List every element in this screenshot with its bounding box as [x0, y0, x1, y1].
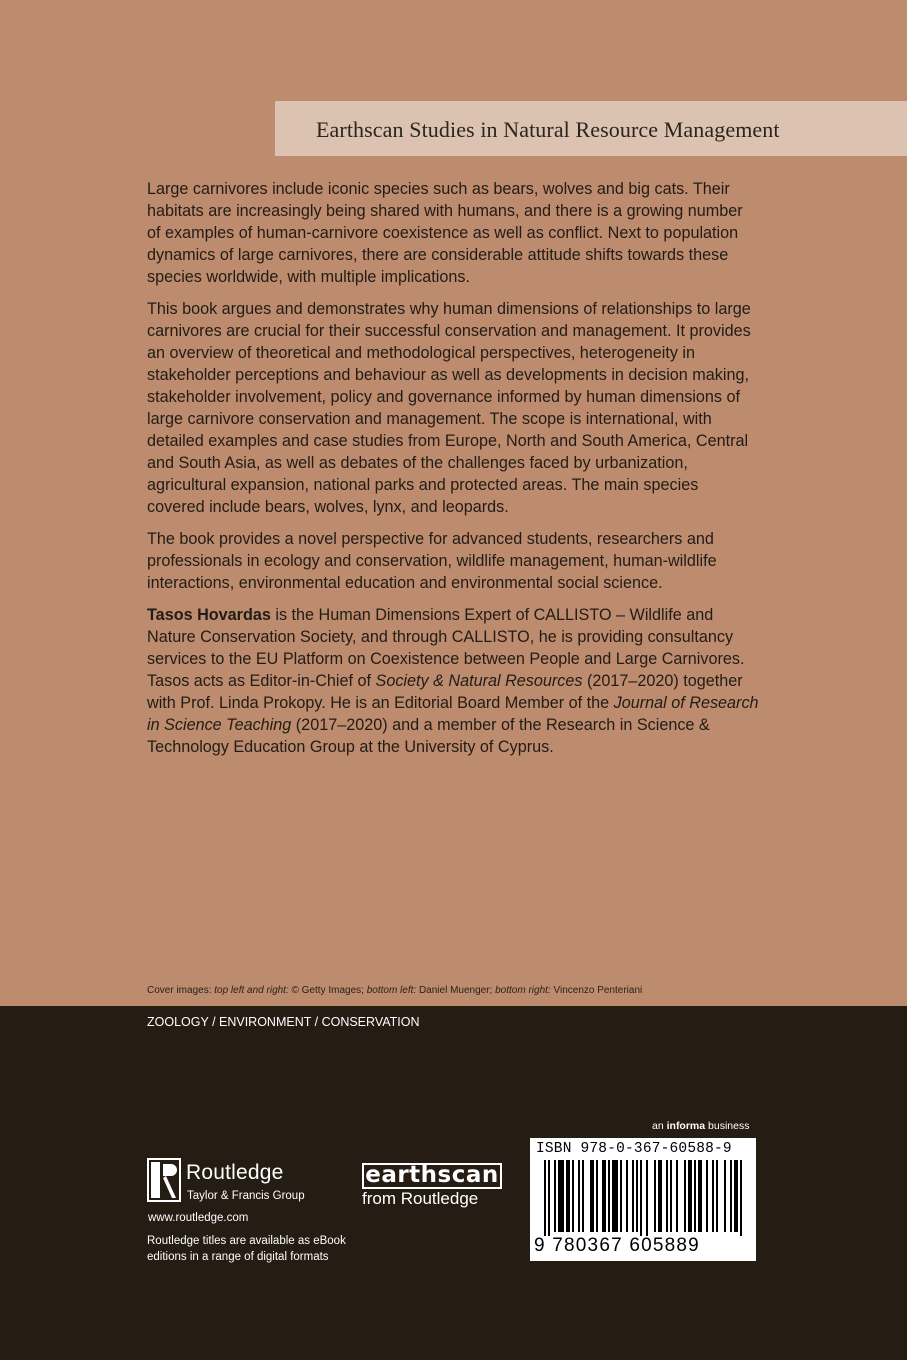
series-title: Earthscan Studies in Natural Resource Management — [316, 117, 780, 142]
routledge-logo-icon — [147, 1158, 181, 1202]
series-band — [275, 101, 907, 156]
publisher-group: Taylor & Francis Group — [187, 1190, 305, 1202]
credits-br-value: Vincenzo Penteriani — [550, 985, 643, 996]
publisher-url[interactable]: www.routledge.com — [148, 1212, 249, 1224]
barcode-bar — [706, 1160, 708, 1232]
barcode-bar — [712, 1160, 714, 1232]
blurb-paragraph-1: Large carnivores include iconic species such as bears, wolves and big cats. Their habitats are increasingly being shared with humans, and there is a growing number of examples of human-carnivore coexistence as well as conflict. Next to population dynamics of large carnivores, there are considerable attitude shifts towards these species worldwide, with multiple implications. — [147, 180, 743, 286]
blurb-paragraph-2: This book argues and demonstrates why human dimensions of relationships to large carnivores are crucial for their successful conservation and management. It provides an overview of theoretical and methodological perspectives, heterogeneity in stakeholder perceptions and behaviour as well as developments in decision making, stakeholder involvement, policy and governance informed by human dimensions of large carnivore conservation and management. The scope is international, with detailed examples and case studies from Europe, North and South America, Central and South Asia, as well as debates of the challenges faced by urbanization, agricultural expansion, national parks and protected areas. The main species covered include bears, wolves, lynx, and leopards. — [147, 300, 751, 516]
earthscan-from: from Routledge — [362, 1189, 479, 1208]
blurb-paragraph-3: The book provides a novel perspective for advanced students, researchers and professionals in ecology and conservation, wildlife management, human-wildlife interactions, environmental education and environmental social science. — [147, 530, 717, 592]
credits-label: Cover images: — [147, 985, 215, 996]
isbn-number: ISBN 978-0-367-60588-9 — [536, 1141, 732, 1157]
barcode-bar — [548, 1160, 550, 1236]
barcode-bar — [640, 1160, 642, 1236]
barcode-bar — [646, 1160, 648, 1236]
author-bio — [147, 604, 759, 758]
journal-title-2: Journal of Research in Science Teaching — [147, 694, 759, 734]
author-name: Tasos Hovardas — [147, 606, 271, 624]
informa-brand: informa — [666, 1120, 706, 1132]
barcode-bar — [554, 1160, 556, 1232]
isbn-barcode — [530, 1138, 756, 1261]
earthscan-logo: earthscan — [362, 1163, 502, 1189]
credits-br-label: bottom right: — [495, 985, 551, 996]
barcode-bar — [670, 1160, 672, 1232]
blurb — [147, 178, 759, 768]
barcode-bar — [676, 1160, 678, 1232]
barcode-bar — [608, 1160, 610, 1232]
barcode-bar — [620, 1160, 622, 1232]
barcode-bar — [694, 1160, 696, 1232]
barcode-bar — [632, 1160, 634, 1232]
informa-tagline — [652, 1120, 749, 1132]
author-bio-text-3: (2017–2020) and a member of the Research in Science & Technology Education Group at the University of Cyprus. — [147, 716, 710, 756]
ebook-note: Routledge titles are available as eBook editions in a range of digital formats — [147, 1235, 346, 1263]
barcode-bar — [734, 1160, 738, 1232]
barcode-bar — [666, 1160, 668, 1232]
barcode-bar — [602, 1160, 606, 1232]
credits-bl-label: bottom left: — [366, 985, 417, 996]
credits-tl-tr-label: top left and right: — [214, 985, 289, 996]
barcode-bars — [544, 1160, 744, 1236]
barcode-bar — [688, 1160, 692, 1232]
barcode-bar — [590, 1160, 594, 1232]
barcode-bar — [572, 1160, 574, 1232]
credits-tl-tr-value: © Getty Images; — [288, 985, 367, 996]
barcode-bar — [724, 1160, 726, 1232]
barcode-bar — [578, 1160, 580, 1232]
barcode-bar — [566, 1160, 570, 1232]
barcode-bar — [544, 1160, 546, 1236]
barcode-bar — [636, 1160, 638, 1232]
barcode-bar — [740, 1160, 742, 1236]
ean-digits: 9 780367 605889 — [534, 1235, 700, 1256]
barcode-bar — [558, 1160, 564, 1232]
cover-credits — [147, 985, 642, 996]
subject-categories: ZOOLOGY / ENVIRONMENT / CONSERVATION — [147, 1015, 420, 1029]
barcode-bar — [654, 1160, 656, 1232]
barcode-bar — [626, 1160, 628, 1232]
informa-prefix: an — [652, 1120, 667, 1132]
author-bio-text-2: (2017–2020) together with Prof. Linda Prokopy. He is an Editorial Board Member of the — [147, 672, 743, 712]
barcode-bar — [612, 1160, 618, 1232]
barcode-bar — [698, 1160, 702, 1232]
informa-suffix: business — [705, 1120, 750, 1132]
barcode-bar — [684, 1160, 686, 1232]
barcode-bar — [596, 1160, 598, 1232]
journal-title-1: Society & Natural Resources — [375, 672, 583, 690]
credits-bl-value: Daniel Muenger; — [416, 985, 496, 996]
barcode-bar — [716, 1160, 718, 1232]
barcode-bar — [582, 1160, 584, 1232]
author-bio-text-1: is the Human Dimensions Expert of CALLISTO – Wildlife and Nature Conservation Society, and through CALLISTO, he is providing consultancy services to the EU Platform on Coexistence between People and Large Carnivores. Tasos acts as Editor-in-Chief of — [147, 606, 745, 690]
barcode-bar — [730, 1160, 732, 1232]
routledge-name: Routledge — [186, 1161, 284, 1184]
barcode-bar — [658, 1160, 662, 1232]
